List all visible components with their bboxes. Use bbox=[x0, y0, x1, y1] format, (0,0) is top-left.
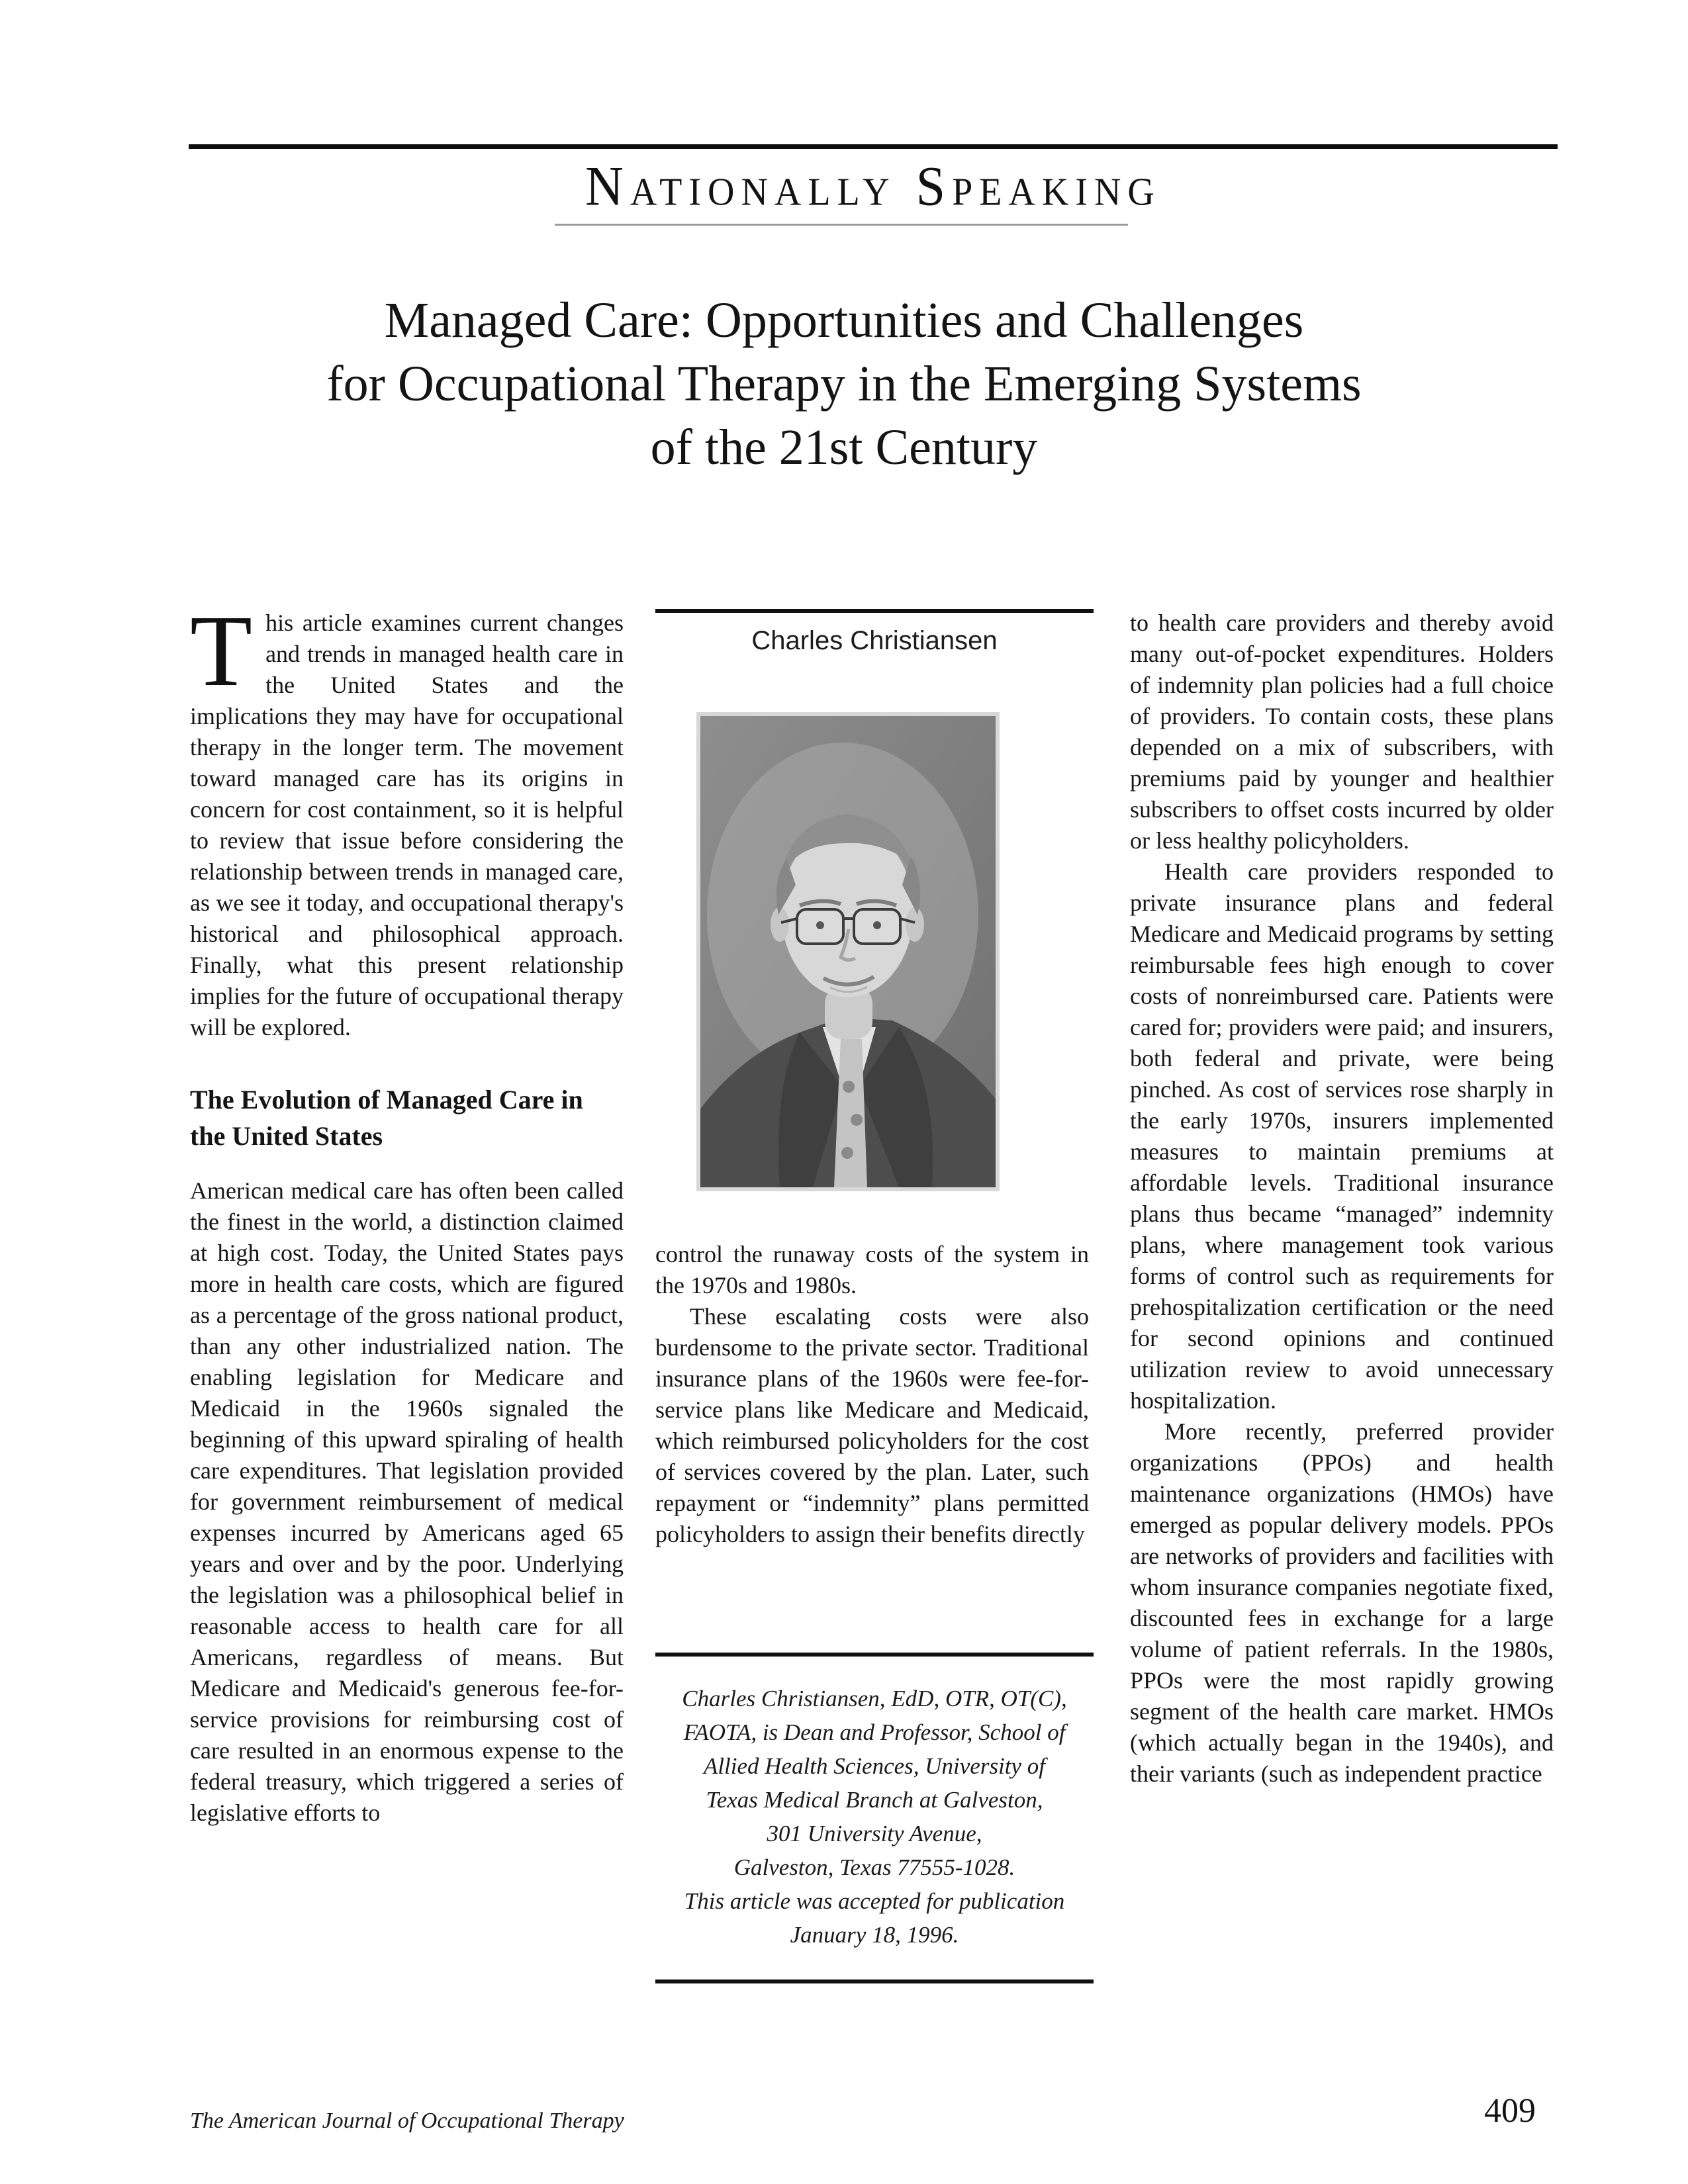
bio-line: January 18, 1996. bbox=[790, 1922, 959, 1948]
ppo-hmo-paragraph: More recently, preferred provider organizations (PPOs) and health maintenance organizations (HMOs) have emerged as popular delivery models. PPOs are networks of providers and facilities with whom insurance companies negotiate fixed, discounted fees in exchange for a large volume of patient referrals. In the 1980s, PPOs were the most rapidly growing segment of the health care market. HMOs (which actually began in the 1940s), and their variants (such as independent practice bbox=[1130, 1418, 1554, 1787]
author-portrait-photo bbox=[696, 712, 1000, 1191]
bio-line: Galveston, Texas 77555-1028. bbox=[733, 1854, 1015, 1880]
page-number: 409 bbox=[1484, 2092, 1536, 2130]
evolution-paragraph: American medical care has often been called the finest in the world, a distinction claimed at high cost. Today, the United States pays more in health care costs, which are figured as a percentage of the gross national product, than any other industrialized nation. The enabling legislation for Medicare and Medicaid in the 1960s signaled the beginning of this upward spiraling of health care expenditures. That legislation provided for government reimbursement of medical expenses incurred by Americans aged 65 years and over and by the poor. Underlying the legislation was a philosophical belief in reasonable access to health care for all Americans, regardless of means. But Medicare and Medicaid's generous fee-for-service provisions for reimbursing cost of care resulted in an enormous expense to the federal treasury, which triggered a series of legislative efforts to bbox=[190, 1177, 624, 1826]
bio-line: Charles Christiansen, EdD, OTR, OT(C), bbox=[682, 1686, 1067, 1711]
portrait-illustration bbox=[700, 716, 996, 1187]
providers-responded-paragraph: Health care providers responded to private insurance plans and federal Medicare and Medicaid programs by setting reimbursable fees high enough to cover costs of nonreimbursed care. Patients were cared for; providers were paid; and insurers, both federal and private, were being pinched. As cost of services rose sharply in the early 1970s, insurers implemented measures to maintain premiums at affordable levels. Traditional insurance plans thus became “managed” indemnity plans, where management took various forms of control such as requirements for prehospitalization certification or the need for second opinions and continued utilization review to avoid unnecessary hospitalization. bbox=[1130, 858, 1554, 1414]
journal-name: The American Journal of Occupational Therapy bbox=[190, 2109, 624, 2133]
title-line-2: for Occupational Therapy in the Emerging Systems bbox=[326, 356, 1362, 412]
author-name-caption: Charles Christiansen bbox=[751, 626, 998, 655]
bio-line: This article was accepted for publication bbox=[684, 1888, 1065, 1914]
title-line-3: of the 21st Century bbox=[650, 420, 1038, 475]
bio-line: Texas Medical Branch at Galveston, bbox=[706, 1787, 1043, 1813]
providers-benefits-paragraph: to health care providers and thereby avoid many out-of-pocket expenditures. Holders of indemnity plan policies had a full choice of providers. To contain costs, these plans depended on a mix of subscribers, with premiums paid by younger and healthier subscribers to offset costs incurred by older or less healthy policyholders. bbox=[1130, 610, 1554, 854]
header-rule bbox=[189, 144, 1558, 149]
bio-line: Allied Health Sciences, University of bbox=[703, 1753, 1046, 1779]
runaway-costs-paragraph: control the runaway costs of the system in the 1970s and 1980s. bbox=[655, 1241, 1089, 1298]
kicker-underline bbox=[555, 224, 1128, 226]
section-heading-evolution: The Evolution of Managed Care in the United States bbox=[190, 1085, 583, 1151]
right-column bbox=[1130, 608, 1554, 1790]
title-line-1: Managed Care: Opportunities and Challenges bbox=[384, 293, 1304, 348]
author-bio-box bbox=[655, 1653, 1094, 1983]
article-title bbox=[129, 289, 1559, 479]
middle-column bbox=[655, 1239, 1089, 1550]
left-column bbox=[190, 595, 624, 1829]
intro-paragraph: This article examines current changes and trends in managed health care in the United States and the implications they may have for occupational therapy in the longer term. The movement toward managed care has its origins in concern for cost containment, so it is helpful to review that issue before considering the relationship between trends in managed care, as we see it today, and occupational therapy's historical and philosophical approach. Finally, what this present relationship implies for the future of occupational therapy will be explored. bbox=[190, 595, 624, 1040]
author-caption-rule bbox=[655, 609, 1094, 613]
escalating-costs-paragraph: These escalating costs were also burdensome to the private sector. Traditional insurance plans of the 1960s were fee-for-service plans like Medicare and Medicaid, which reimbursed policyholders for the cost of services covered by the plan. Later, such repayment or “indemnity” plans permitted policyholders to assign their benefits directly bbox=[655, 1303, 1089, 1547]
bio-line: 301 University Avenue, bbox=[767, 1821, 982, 1846]
section-kicker: Nationally Speaking bbox=[585, 156, 1161, 218]
bio-line: FAOTA, is Dean and Professor, School of bbox=[683, 1719, 1066, 1745]
